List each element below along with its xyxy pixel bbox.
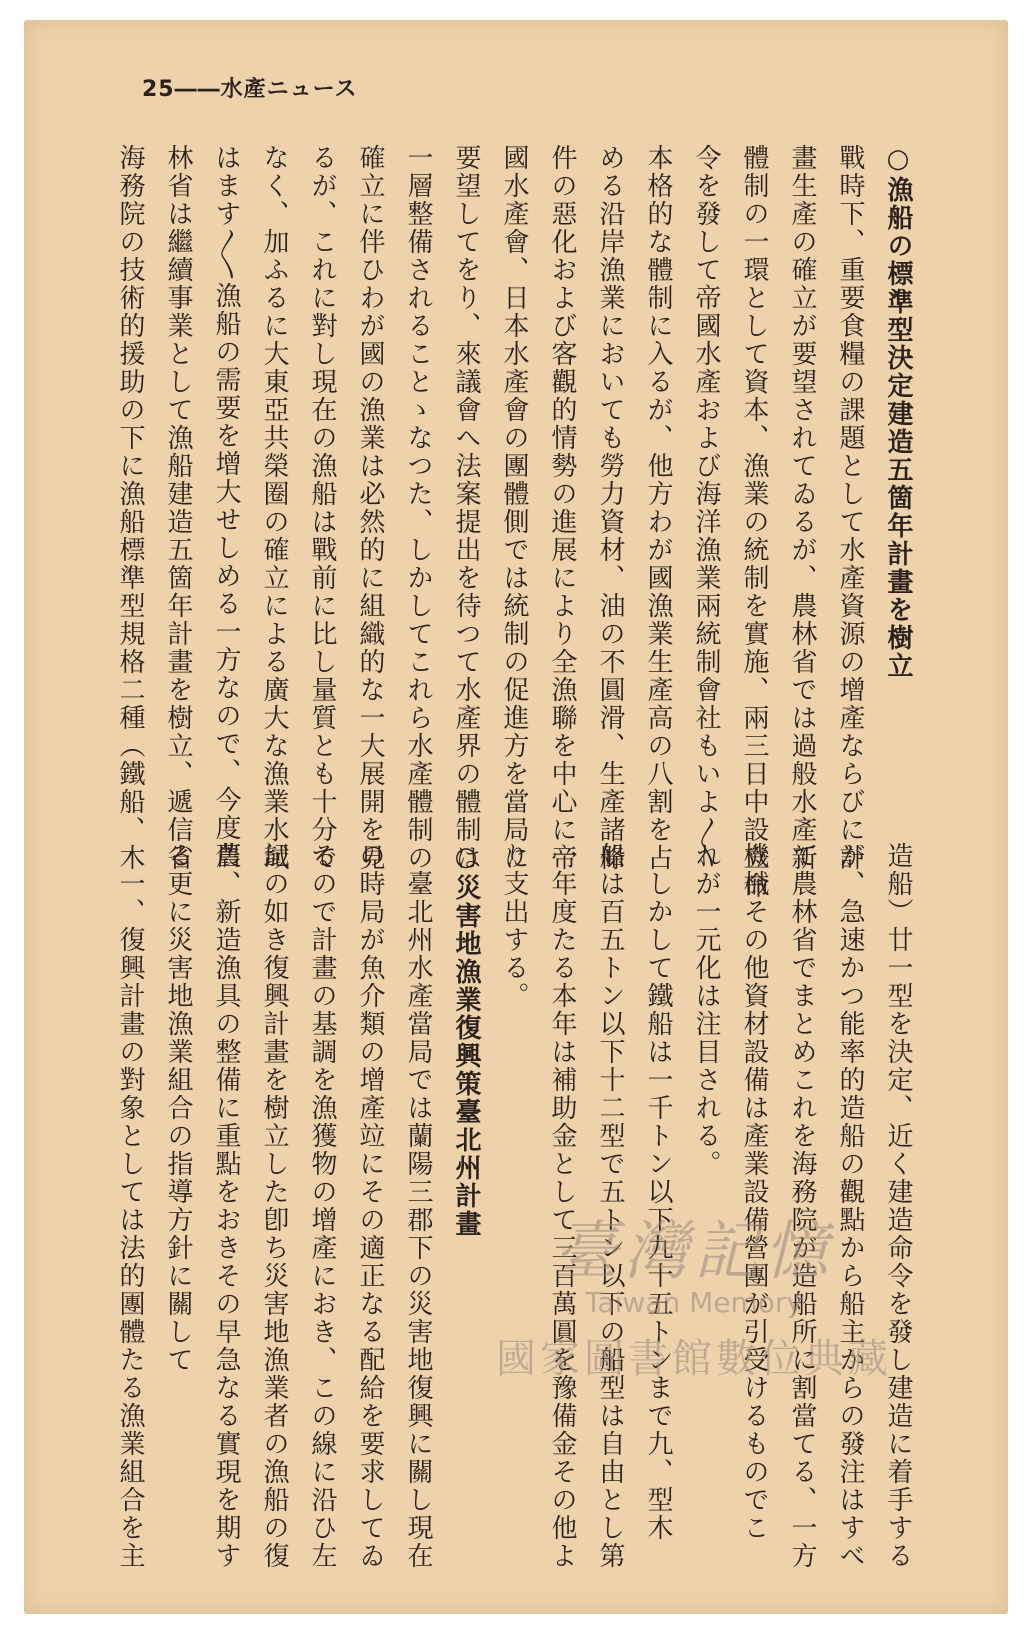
text-column: 一層整備されることゝなつた、しかしてこれら水產體制の bbox=[403, 144, 433, 872]
text-column: が、急速かつ能率的造船の觀點から船主からの發注はすべ bbox=[835, 842, 865, 1570]
watermark-logo: 臺灣記憶 bbox=[554, 1215, 834, 1289]
text-column: める沿岸漁業においても勞力資材、油の不圓滑、生產諸條 bbox=[595, 144, 625, 872]
text-column: 件の惡化および客觀的情勢の進展により全漁聯を中心に帝 bbox=[547, 144, 577, 872]
upper-text-block bbox=[106, 144, 922, 900]
text-column: 一、復興計畫の對象としては法的團體たる漁業組合を主 bbox=[115, 842, 145, 1570]
text-column: 臺北州水產當局では蘭陽三郡下の災害地復興に關し現在 bbox=[403, 842, 433, 1570]
article-heading-disaster-recovery: ○災害地漁業復興策臺北州計畫 bbox=[451, 842, 481, 1238]
text-column: 畫生產の確立が要望されてゐるが、農林省では過般水產新 bbox=[787, 144, 817, 872]
text-column: 一年度たる本年は補助金として三百萬圓を豫備金その他よ bbox=[547, 842, 577, 1570]
text-column: 戰時下、重要食糧の課題として水產資源の增產ならびに計 bbox=[835, 144, 865, 872]
text-column: 要望してをり、來議會へ法案提出を待つて水產界の體制は bbox=[451, 144, 481, 872]
article-heading-fishing-boats: ○漁船の標準型決定建造五箇年計畫を樹立 bbox=[883, 144, 913, 680]
text-column: はます〳〵漁船の需要を增大せしめる一方なので、今度農 bbox=[211, 144, 241, 870]
text-column: 船は百五トン以下十二型で五トン以下の船型は自由とし第 bbox=[595, 842, 625, 1570]
lower-text-block bbox=[106, 842, 922, 1570]
text-column: て農林省でまとめこれを海務院が造船所に割當てる、一方 bbox=[787, 842, 817, 1570]
text-column: れが一元化は注目される。 bbox=[691, 842, 721, 1178]
text-column: 記の如き復興計畫を樹立した卽ち災害地漁業者の漁船の復 bbox=[259, 842, 289, 1570]
text-column: 舊、新造漁具の整備に重點をおきその早急なる實現を期す bbox=[211, 842, 241, 1570]
text-column: 令を發して帝國水產および海洋漁業兩統制會社もいよ〳〵 bbox=[691, 144, 721, 870]
text-column: の時局が魚介類の增產竝にその適正なる配給を要求してゐ bbox=[355, 842, 385, 1570]
page-header: 25――水產ニュース bbox=[142, 77, 358, 102]
text-column: り支出する。 bbox=[499, 842, 529, 1010]
text-column: るが、これに對し現在の漁船は戰前に比し量質とも十分で bbox=[307, 144, 337, 872]
text-column: 體制の一環として資本、漁業の統制を實施、兩三日中設立命 bbox=[739, 144, 769, 900]
text-column: 林省は繼續事業として漁船建造五箇年計畫を樹立、遞信省 bbox=[163, 144, 193, 872]
text-column: しかして鐵船は一千トン以下九十五トンまで九、型木 bbox=[643, 842, 673, 1542]
text-column: 本格的な體制に入るが、他方わが國漁業生產高の八割を占 bbox=[643, 144, 673, 872]
text-column: なく、加ふるに大東亞共榮圈の確立による廣大な漁業水域 bbox=[259, 144, 289, 872]
watermark-chinese: 國家圖書館數位典藏 bbox=[496, 1336, 892, 1382]
text-column: るので計畫の基調を漁獲物の增產におき、この線に沿ひ左 bbox=[307, 842, 337, 1570]
text-column: 國水產會、日本水產會の團體側では統制の促進方を當局に bbox=[499, 144, 529, 872]
text-column: 確立に伴ひわが國の漁業は必然的に組織的な一大展開を見 bbox=[355, 144, 385, 872]
watermark-english: Taiwan Memory bbox=[585, 1286, 803, 1319]
text-column: 海務院の技術的援助の下に漁船標準型規格二種（鐵船、木 bbox=[115, 144, 145, 872]
text-column: る更に災害地漁業組合の指導方針に關して bbox=[163, 842, 193, 1374]
text-column: 造船）廿一型を決定、近く建造命令を發し建造に着手する bbox=[883, 842, 913, 1570]
text-column: 機械その他資材設備は產業設備營團が引受けるものでこ bbox=[739, 842, 769, 1542]
document-page bbox=[24, 20, 1008, 1614]
